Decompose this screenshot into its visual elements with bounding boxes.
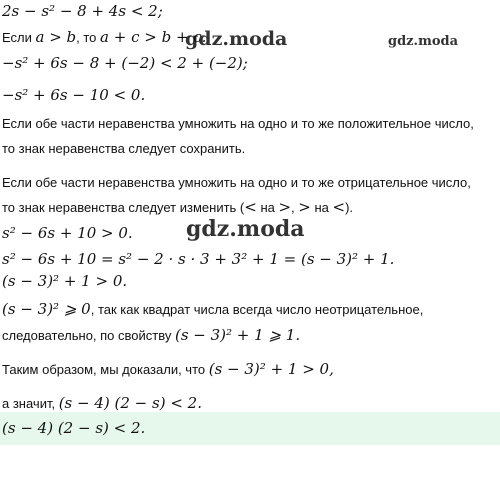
rule-math: a + c > b + c. — [100, 28, 207, 46]
answer-line: (s − 4) (2 − s) < 2. — [2, 419, 146, 437]
equation-line: s² − 6s + 10 = s² − 2 · s · 3 + 3² + 1 = (s − 3)² + 1. — [2, 250, 395, 268]
rule-line — [2, 30, 206, 46]
inline-text: а значит, — [2, 396, 59, 411]
watermark: gdz.moda — [185, 28, 288, 50]
text-line: Если обе части неравенства умножить на одно и то же отрицательное число, — [2, 175, 471, 190]
inline-text: Таким образом, мы доказали, что — [2, 362, 209, 377]
mixed-line — [2, 396, 202, 412]
watermark: gdz.moda — [186, 216, 305, 242]
inline-math: (s − 3)² + 1 ⩾ 1. — [174, 326, 301, 344]
equation-line: s² − 6s + 10 > 0. — [2, 224, 133, 242]
mixed-line — [2, 362, 334, 378]
inline-math: (s − 3)² + 1 > 0, — [208, 360, 334, 378]
rule-text: Если — [2, 30, 36, 45]
rule-text: , — [291, 200, 299, 215]
mixed-line — [2, 302, 423, 318]
rule-text: на — [256, 200, 279, 215]
text-line: то знак неравенства следует сохранить. — [2, 141, 246, 156]
equation-line: −s² + 6s − 10 < 0. — [2, 86, 146, 104]
rule-math: < — [332, 198, 346, 216]
rule-text: на — [310, 200, 333, 215]
rule-text: то знак неравенства следует изменить ( — [2, 200, 245, 215]
inline-math: (s − 3)² ⩾ 0 — [2, 300, 91, 318]
inline-text: , так как квадрат числа всегда число неотрицательное, — [90, 302, 424, 317]
rule-math: > — [278, 198, 292, 216]
watermark: gdz.moda — [388, 34, 459, 49]
rule-math: < — [244, 198, 257, 216]
inline-text: следовательно, по свойству — [2, 328, 175, 343]
rule-math: > — [298, 198, 311, 216]
equation-line: (s − 3)² + 1 > 0. — [2, 272, 128, 290]
equation-line: −s² + 6s − 8 + (−2) < 2 + (−2); — [2, 54, 248, 72]
rule-math: a > b — [35, 28, 77, 46]
rule-text: ). — [345, 200, 354, 215]
equation-line: 2s − s² − 8 + 4s < 2; — [2, 2, 163, 20]
rule-line — [2, 200, 353, 216]
mixed-line — [2, 328, 300, 344]
inline-math: (s − 4) (2 − s) < 2. — [58, 394, 202, 412]
text-line: Если обе части неравенства умножить на одно и то же положительное число, — [2, 116, 474, 131]
rule-text: , то — [76, 30, 101, 45]
